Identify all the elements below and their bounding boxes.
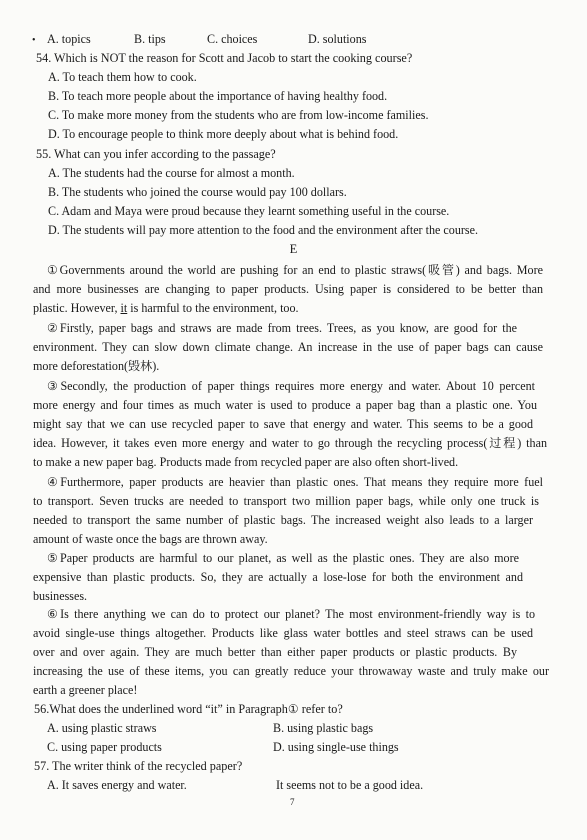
p3-line-1: ③Secondly, the production of paper things requires more energy and water. About 10 percent: [47, 379, 535, 393]
p6-line-4: increasing the use of these items, you can greatly reduce your throwaway waste and truly make our: [33, 664, 549, 678]
underlined-word-it: it: [120, 301, 128, 315]
p4-line-2: to transport. Seven trucks are needed to transport two million paper bags, while only one truck is: [33, 494, 539, 508]
p4-line-4: amount of waste once the bags are thrown away.: [33, 532, 268, 546]
p1-line-3-post: is harmful to the environment, too.: [127, 301, 299, 315]
q53-option-d: D. solutions: [308, 32, 367, 46]
bullet-mark: •: [32, 35, 36, 46]
q55-stem: 55. What can you infer according to the passage?: [36, 147, 276, 161]
p2-line-2: environment. They can slow down climate change. An increase in the use of paper bags can cause: [33, 340, 543, 354]
q55-option-c: C. Adam and Maya were proud because they learnt something useful in the course.: [48, 204, 450, 218]
q54-option-d: D. To encourage people to think more deeply about what is behind food.: [48, 127, 399, 141]
p4-line-3: needed to transport the same number of plastic bags. The increased weight also leads to a larger: [33, 513, 533, 527]
p3-line-5: to make a new paper bag. Products made from recycled paper are also often short-lived.: [33, 455, 459, 469]
q56-option-d: D. using single-use things: [273, 740, 399, 754]
q55-option-b: B. The students who joined the course would pay 100 dollars.: [48, 185, 347, 199]
p4-line-1: ④Furthermore, paper products are heavier than plastic ones. That means they require more fuel: [47, 475, 543, 489]
p5-line-1: ⑤Paper products are harmful to our planet, as well as the plastic ones. They are also more: [47, 551, 519, 565]
q56-stem: 56.What does the underlined word “it” in Paragraph① refer to?: [34, 702, 343, 716]
p6-line-5: earth a greener place!: [33, 683, 138, 697]
q56-option-c: C. using paper products: [47, 740, 162, 754]
q54-option-c: C. To make more money from the students who are from low-income families.: [48, 108, 429, 122]
p3-line-2: more energy and four times as much water is used to produce a paper bag than a plastic one. You: [33, 398, 537, 412]
q53-option-b: B. tips: [134, 32, 166, 46]
q57-option-a: A. It saves energy and water.: [47, 778, 187, 792]
q55-option-d: D. The students will pay more attention to the food and the environment after the course.: [48, 223, 478, 237]
p5-line-3: businesses.: [33, 589, 88, 603]
p1-line-3-pre: plastic. However,: [33, 301, 121, 315]
p6-line-3: over and over again. They are much better than either paper products or plastic products. By: [33, 645, 517, 659]
page-number: 7: [290, 797, 295, 807]
section-heading: E: [289, 242, 298, 256]
q54-stem: 54. Which is NOT the reason for Scott and Jacob to start the cooking course?: [36, 51, 413, 65]
p3-line-3: might say that we can use recycled paper to save that energy and water. This seems to be a good: [33, 417, 533, 431]
q54-option-a: A. To teach them how to cook.: [48, 70, 197, 84]
p3-line-4: idea. However, it takes even more energy and water to go through the recycling process(过程) than: [33, 436, 547, 450]
p1-line-2: and more businesses are changing to paper products. Using paper is considered to be better than: [33, 282, 543, 296]
q54-option-b: B. To teach more people about the importance of having healthy food.: [48, 89, 388, 103]
q53-option-a: A. topics: [47, 32, 91, 46]
q53-option-c: C. choices: [207, 32, 258, 46]
q57-stem: 57. The writer think of the recycled paper?: [34, 759, 243, 773]
q56-option-a: A. using plastic straws: [47, 721, 157, 735]
p2-line-1: ②Firstly, paper bags and straws are made from trees. Trees, as you know, are good for the: [47, 321, 517, 335]
p2-line-3: more deforestation(毁林).: [33, 359, 160, 373]
q55-option-a: A. The students had the course for almost a month.: [48, 166, 295, 180]
p5-line-2: expensive than plastic products. So, they are actually a lose-lose for both the environment and: [33, 570, 523, 584]
q56-option-b: B. using plastic bags: [273, 721, 374, 735]
p6-line-1: ⑥Is there anything we can do to protect our planet? The most environment-friendly way is to: [47, 607, 535, 621]
q57-option-b: It seems not to be a good idea.: [276, 778, 424, 792]
p1-line-3: [33, 300, 299, 316]
p1-line-1: ①Governments around the world are pushing for an end to plastic straws(吸管) and bags. More: [47, 263, 543, 277]
p6-line-2: avoid single-use things altogether. Products like glass water bottles and steel straws can be used: [33, 626, 533, 640]
